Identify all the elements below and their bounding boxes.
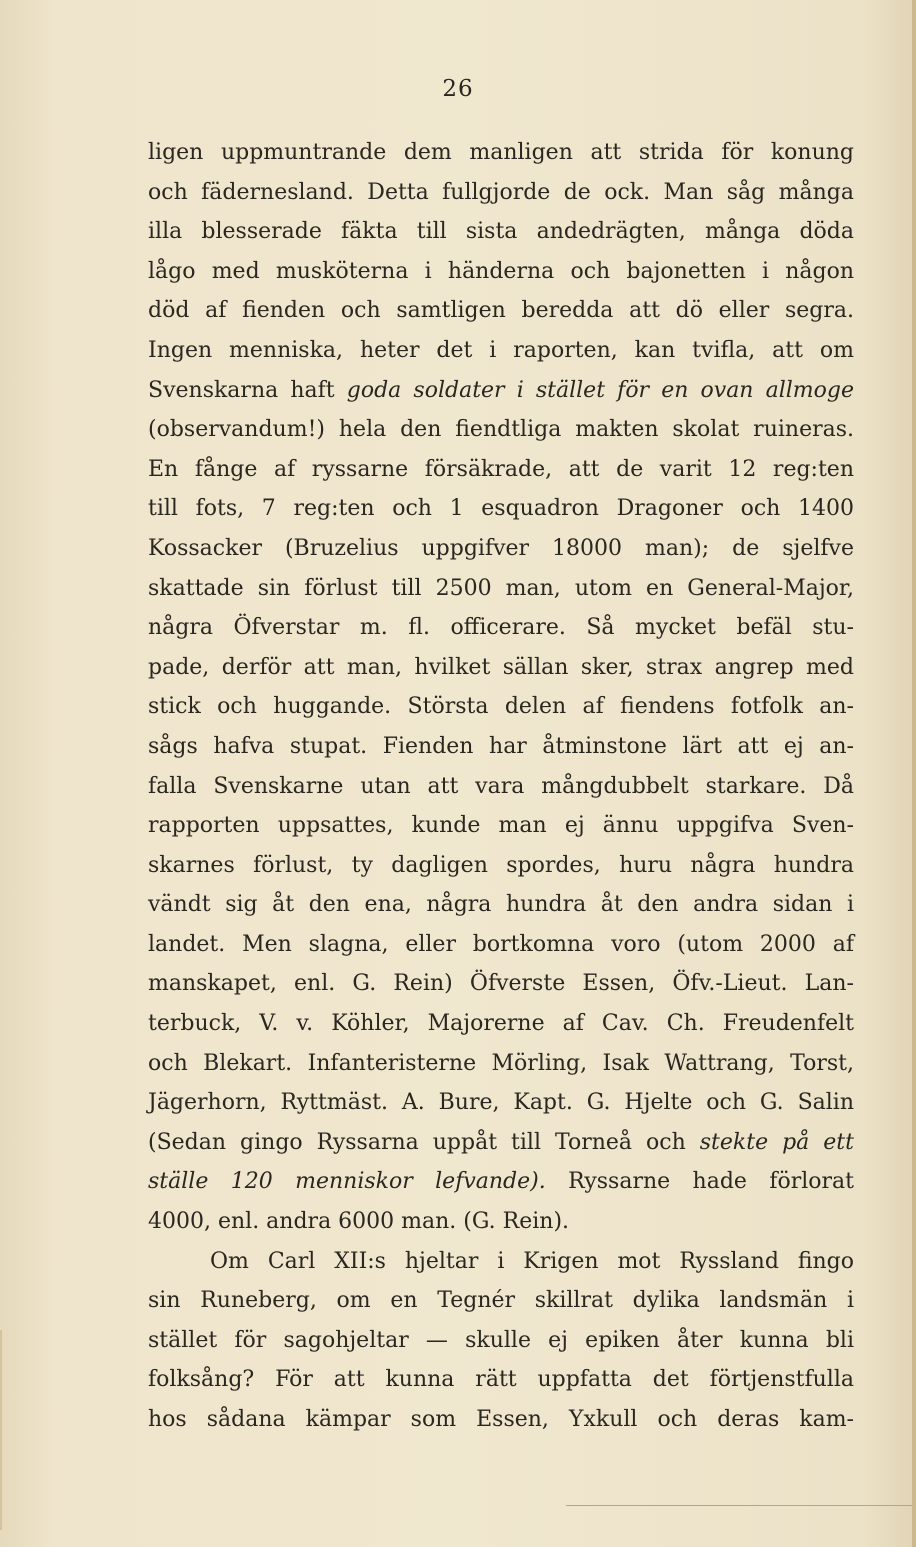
text-line: skarnes förlust, ty dagligen spordes, huru några hundra xyxy=(148,852,854,878)
text-line: stick och huggande. Största delen af fiendens fotfolk an- xyxy=(148,694,854,720)
text-line: lågo med musköterna i händerna och bajonetten i någon xyxy=(148,258,854,284)
text-line xyxy=(148,1162,854,1202)
text-line: död af fienden och samtligen beredda att dö eller segra. xyxy=(148,298,854,324)
italic-emphasis: ställe 120 menniskor lefvande). xyxy=(148,1169,546,1195)
text-line: landet. Men slagna, eller bortkomna voro (utom 2000 af xyxy=(148,931,854,957)
text-line: manskapet, enl. G. Rein) Öfverste Essen, Öfv.-Lieut. Lan- xyxy=(148,971,854,997)
text-segment: Svenskarna haft xyxy=(148,377,347,403)
text-line: ligen uppmuntrande dem manligen att strida för konung xyxy=(148,140,854,165)
page-number: 26 xyxy=(442,76,474,102)
text-line xyxy=(148,371,854,411)
text-line: rapporten uppsattes, kunde man ej ännu uppgifva Sven- xyxy=(148,813,854,839)
text-line: pade, derför att man, hvilket sällan sker, strax angrep med xyxy=(148,654,854,680)
page-edge-right xyxy=(912,0,916,1547)
paragraph-end-line: 4000, enl. andra 6000 man. (G. Rein). xyxy=(148,1209,570,1235)
text-line: (observandum!) hela den fiendtliga makten skolat ruineras. xyxy=(148,417,854,443)
text-line: stället för sagohjeltar — skulle ej epiken åter kunna bli xyxy=(148,1327,854,1353)
italic-emphasis: goda soldater i stället för en ovan allmoge xyxy=(346,377,855,403)
text-line: Ingen menniska, heter det i raporten, kan tvifla, att om xyxy=(148,337,854,363)
text-line: skattade sin förlust till 2500 man, utom en General-Major, xyxy=(148,575,854,601)
italic-emphasis: stekte på ett xyxy=(699,1129,854,1155)
text-line: några Öfverstar m. fl. officerare. Så mycket befäl stu- xyxy=(148,615,854,641)
page-edge-left xyxy=(0,1330,2,1530)
text-segment: (Sedan gingo Ryssarna uppåt till Torneå och xyxy=(148,1129,700,1155)
text-line: vändt sig åt den ena, några hundra åt den andra sidan i xyxy=(148,892,854,918)
text-line: Kossacker (Bruzelius uppgifver 18000 man); de sjelfve xyxy=(148,535,854,561)
body-text xyxy=(148,133,854,1440)
text-line: sågs hafva stupat. Fienden har åtminstone lärt att ej an- xyxy=(148,733,854,759)
paragraph-start-line: Om Carl XII:s hjeltar i Krigen mot Ryssland fingo xyxy=(210,1248,854,1274)
bottom-binding-line xyxy=(566,1505,912,1506)
text-segment: Ryssarne hade förlorat xyxy=(545,1169,854,1195)
text-line: illa blesserade fäkta till sista andedrägten, många döda xyxy=(148,219,854,245)
text-line: folksång? För att kunna rätt uppfatta det förtjenstfulla xyxy=(148,1367,854,1393)
text-line: till fots, 7 reg:ten och 1 esquadron Dragoner och 1400 xyxy=(148,496,854,522)
text-line: terbuck, V. v. Köhler, Majorerne af Cav. Ch. Freudenfelt xyxy=(148,1011,854,1037)
text-line: sin Runeberg, om en Tegnér skillrat dylika landsmän i xyxy=(148,1288,854,1314)
text-line: hos sådana kämpar som Essen, Yxkull och deras kam- xyxy=(148,1407,854,1432)
text-line: falla Svenskarne utan att vara mångdubbelt starkare. Då xyxy=(148,773,854,799)
text-line: och Blekart. Infanteristerne Mörling, Isak Wattrang, Torst, xyxy=(148,1050,854,1076)
text-line: Jägerhorn, Ryttmäst. A. Bure, Kapt. G. Hjelte och G. Salin xyxy=(148,1090,854,1116)
text-line xyxy=(148,1123,854,1163)
text-line: En fånge af ryssarne försäkrade, att de varit 12 reg:ten xyxy=(148,456,854,482)
text-line: och fäderneslаnd. Detta fullgjorde de ock. Man såg många xyxy=(148,179,854,205)
